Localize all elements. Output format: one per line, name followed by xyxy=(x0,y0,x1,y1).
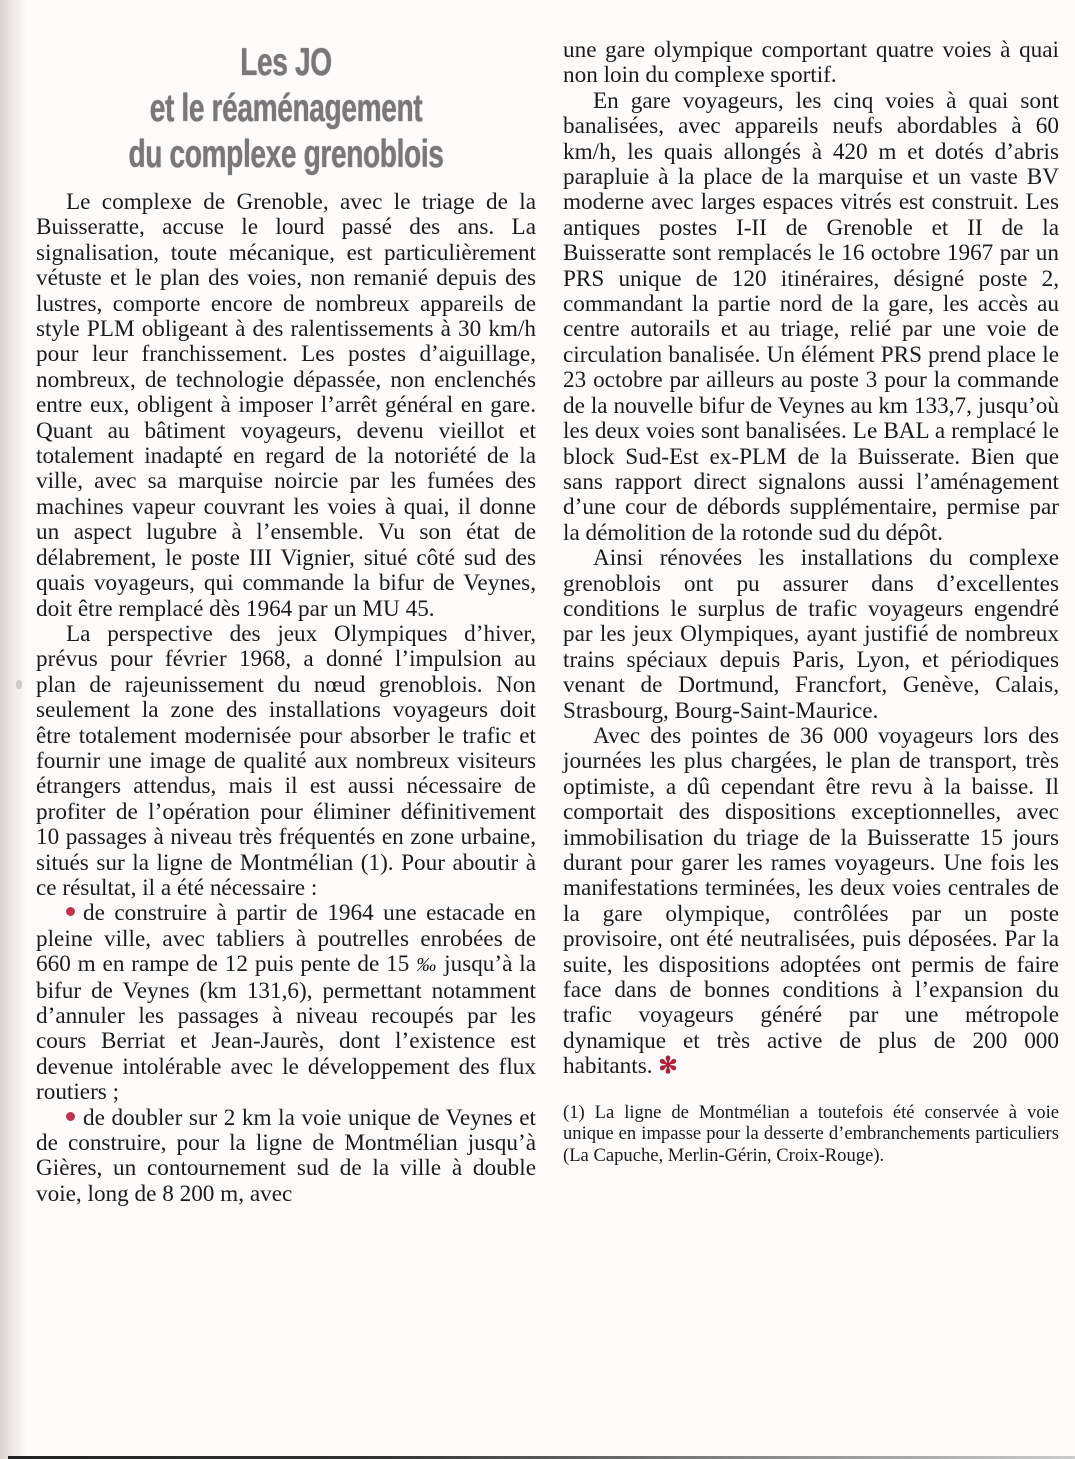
paragraph: La perspective des jeux Olympiques d’hiver, prévus pour février 1968, a donné l’impulsion au plan de rajeunissement du nœud grenoblois. Non seulement la zone des installations voyageurs doit être totalement modernisée pour absorber le trafic et fournir une image de qualité aux nombreux visiteurs étrangers attendus, mais il est aussi nécessaire de profiter de l’opération pour éliminer définitivement 10 passages à niveau très fréquentés en zone urbaine, situés sur la ligne de Montmélian (1). Pour aboutir à ce résultat, il a été nécessaire : xyxy=(36,620,536,901)
bullet-item xyxy=(36,1106,536,1208)
title-line-1: Les JO xyxy=(240,41,332,84)
paragraph: Le complexe de Grenoble, avec le triage de la Buisseratte, accuse le lourd passé des ans. La signalisation, toute mécanique, est particulièrement vétuste et le plan des voies, non remanié depuis des lustres, comporte encore de nombreux appareils de style PLM obligeant à des ralentissements à 30 km/h pour leur franchissement. Les postes d’aiguillage, nombreux, de technologie dépassée, non enclenchés entre eux, obligent à imposer l’arrêt général en gare. Quant au bâtiment voyageurs, devenu vieillot et totalement inadapté en regard de la notoriété de la ville, avec sa marquise noircie par les fumées des machines vapeur couvrant les voies à quai, il donne un aspect lugubre à l’ensemble. Vu son état de délabrement, le poste III Vignier, situé côté sud des quais voyageurs, qui commande la bifur de Veynes, doit être remplacé dès 1964 par un MU 45. xyxy=(36,189,536,622)
bullet-text-continued: jusqu’à la bifur de Veynes (km 131,6), permettant notamment d’annuler les passages à niveau recoupés par les cours Berriat et Jean-Jaurès, dont l’existence est devenue intolérable avec le développement des flux routiers ; xyxy=(36,951,537,1106)
left-column-body xyxy=(36,190,536,1207)
article-title xyxy=(106,40,466,178)
permille-sign: ‰ xyxy=(416,954,438,977)
page-binding-shadow xyxy=(0,0,26,1459)
paragraph-continued: une gare olympique comportant quatre voies à quai non loin du complexe sportif. xyxy=(563,37,1059,89)
end-of-article-icon: ✻ xyxy=(658,1053,678,1080)
paragraph: En gare voyageurs, les cinq voies à quai sont banalisées, avec appareils neufs abordables à 60 km/h, les quais allongés à 420 m et dotés d’abris parapluie à la place de la marquise et un vaste BV moderne avec larges espaces vitrés est construit. Les antiques postes I-II de Grenoble et II de la Buisseratte sont remplacés le 16 octobre 1967 par un PRS unique de 120 itinéraires, désigné poste 2, commandant la partie nord de la gare, les accès au centre autorails et au triage, relié par une voie de circulation banalisée. Un élément PRS prend place le 23 octobre par ailleurs au poste 3 pour la commande de la nouvelle bifur de Veynes au km 133,7, jusqu’où les deux voies sont banalisées. Le BAL a remplacé le block Sud-Est ex-PLM de la Buisserate. Bien que sans rapport direct signalons aussi l’aménagement d’une cour de débords supplémentaire, permise par la démolition de la rotonde sud du dépôt. xyxy=(563,87,1059,546)
paragraph-text: Avec des pointes de 36 000 voyageurs lors des journées les plus chargées, le plan de transport, très optimiste, a dû cependant être revu à la baisse. Il comportait des dispositions exceptionnelles, avec immobilisation du triage de la Buisseratte 15 jours durant pour garer les rames voyageurs. Une fois les manifestations terminées, les deux voies centrales de la gare olympique, contrôlées par un poste provisoire, ont été neutralisées, puis déposées. Par la suite, les dispositions adoptées ont permis de faire face dans de bonnes conditions à l’expansion du trafic voyageurs généré par une métropole dynamique et très active de plus de 200 000 habitants. xyxy=(563,722,1059,1080)
bullet-item xyxy=(36,901,536,1105)
right-column xyxy=(563,0,1059,1166)
left-column xyxy=(36,0,536,1207)
paragraph xyxy=(563,724,1059,1080)
bullet-text: de construire à partir de 1964 une estacade en pleine ville, avec tabliers à poutrelles enrobées de 660 m en rampe de 12 puis pente de 15 xyxy=(36,900,536,978)
footnote: (1) La ligne de Montmélian a toutefois été conservée à voie unique en impasse pour la desserte d’embranchements particuliers (La Capuche, Merlin-Gérin, Croix-Rouge). xyxy=(563,1101,1059,1166)
bullet-dot-icon xyxy=(66,907,75,916)
title-line-3: du complexe grenoblois xyxy=(128,133,444,176)
right-column-body xyxy=(563,38,1059,1080)
title-line-2: et le réaménagement xyxy=(149,87,423,130)
paragraph: Ainsi rénovées les installations du complexe grenoblois ont pu assurer dans d’excellentes conditions le surplus de trafic voyageurs engendré par les jeux Olympiques, ayant justifié de nombreux trains spéciaux depuis Paris, Lyon, et périodiques venant de Dortmund, Francfort, Genève, Calais, Strasbourg, Bourg-Saint-Maurice. xyxy=(563,545,1059,724)
bullet-text: de doubler sur 2 km la voie unique de Veynes et de construire, pour la ligne de Montmélian jusqu’à Gières, un contournement sud de la ville à double voie, long de 8 200 m, avec xyxy=(36,1104,536,1207)
bullet-dot-icon xyxy=(66,1112,75,1121)
margin-blemish xyxy=(16,680,22,689)
